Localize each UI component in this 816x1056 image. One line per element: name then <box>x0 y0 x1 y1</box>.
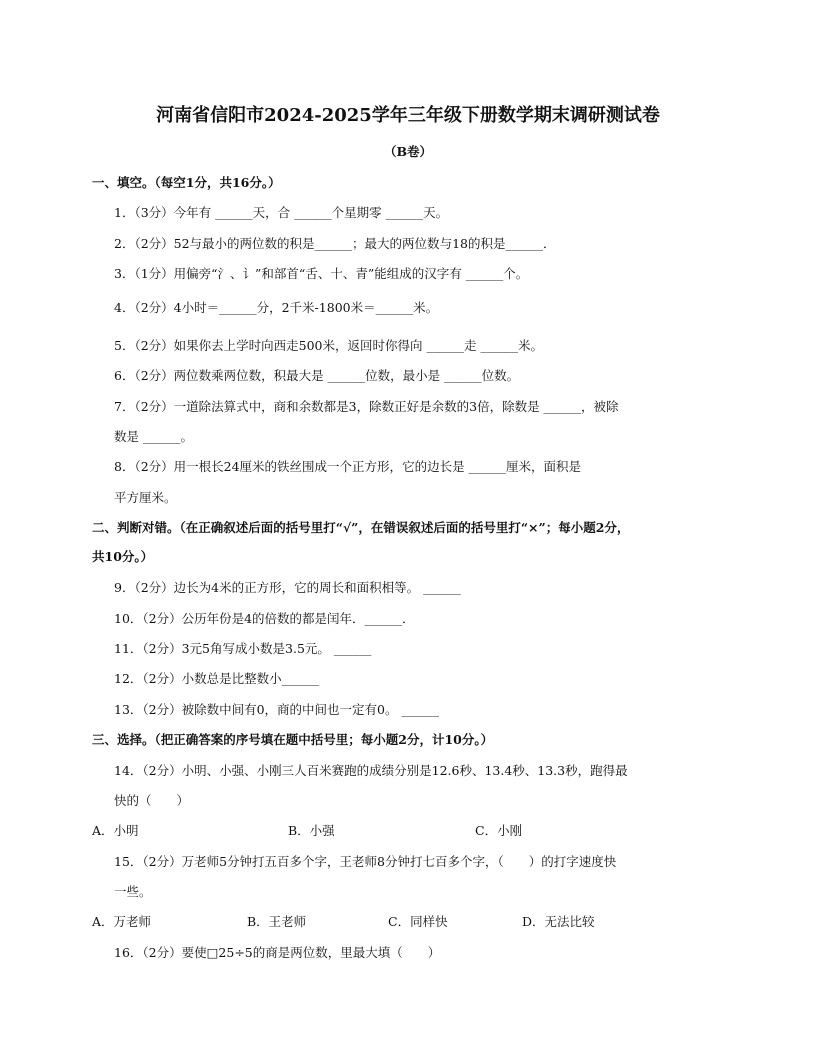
question-7-line-2: 数是 ______。 <box>114 429 193 444</box>
question-12: 12．（2分）小数总是比整数小______ <box>114 671 320 686</box>
question-14-option-a: A．小明 <box>92 823 139 838</box>
page-title: 河南省信阳市2024-2025学年三年级下册数学期末调研测试卷 <box>156 105 660 126</box>
section-judge-heading-line-1: 二、判断对错。（在正确叙述后面的括号里打“√”，在错误叙述后面的括号里打“×”；每小题2分， <box>92 520 630 535</box>
question-3: 3．（1分）用偏旁“氵、讠”和部首“舌、十、青”能组成的汉字有 ______个。 <box>114 266 529 281</box>
question-14-option-c: C．小刚 <box>475 823 523 838</box>
question-15-option-d: D．无法比较 <box>522 914 595 929</box>
question-10: 10．（2分）公历年份是4的倍数的都是闰年．______． <box>114 611 415 626</box>
question-11: 11．（2分）3元5角写成小数是3.5元。 ______ <box>114 641 372 656</box>
question-13: 13．（2分）被除数中间有0，商的中间也一定有0。 ______ <box>114 702 439 717</box>
question-2: 2．（2分）52与最小的两位数的积是______；最大的两位数与18的积是______． <box>114 236 556 251</box>
question-7-line-1: 7．（2分）一道除法算式中，商和余数都是3，除数正好是余数的3倍，除数是 ______，被除 <box>114 399 619 414</box>
page-subtitle: （B卷） <box>383 144 433 159</box>
question-15-option-b: B．王老师 <box>247 914 307 929</box>
question-4: 4．（2分）4小时＝______分，2千米-1800米＝______米。 <box>114 300 439 315</box>
question-8-line-2: 平方厘米。 <box>114 490 177 505</box>
question-15-option-c: C．同样快 <box>388 914 448 929</box>
question-15-line-2: 一些。 <box>114 884 152 899</box>
question-6: 6．（2分）两位数乘两位数，积最大是 ______位数，最小是 ______位数。 <box>114 368 520 383</box>
question-8-line-1: 8．（2分）用一根长24厘米的铁丝围成一个正方形，它的边长是 ______厘米，面积是 <box>114 459 582 474</box>
question-5: 5．（2分）如果你去上学时向西走500米，返回时你得向 ______走 ______米。 <box>114 338 543 353</box>
question-15-option-a: A．万老师 <box>92 914 152 929</box>
question-15-line-1: 15．（2分）万老师5分钟打五百多个字，王老师8分钟打七百多个字，（ ）的打字速度快 <box>114 854 617 869</box>
question-16: 16．（2分）要使□25÷5的商是两位数，里最大填（ ） <box>114 945 441 960</box>
question-14-line-2: 快的（ ） <box>114 793 190 808</box>
question-14-line-1: 14．（2分）小明、小强、小刚三人百米赛跑的成绩分别是12.6秒、13.4秒、13.3秒，跑得最 <box>114 763 628 778</box>
question-9: 9．（2分）边长为4米的正方形，它的周长和面积相等。 ______ <box>114 580 461 595</box>
section-judge-heading-line-2: 共10分。） <box>92 549 154 564</box>
question-14-option-b: B．小强 <box>288 823 335 838</box>
question-1: 1．（3分）今年有 ______天，合 ______个星期零 ______天。 <box>114 205 449 220</box>
section-fill-blank-heading: 一、填空。（每空1分，共16分。） <box>92 175 281 190</box>
section-choice-heading: 三、选择。（把正确答案的序号填在题中括号里；每小题2分，计10分。） <box>92 732 494 747</box>
